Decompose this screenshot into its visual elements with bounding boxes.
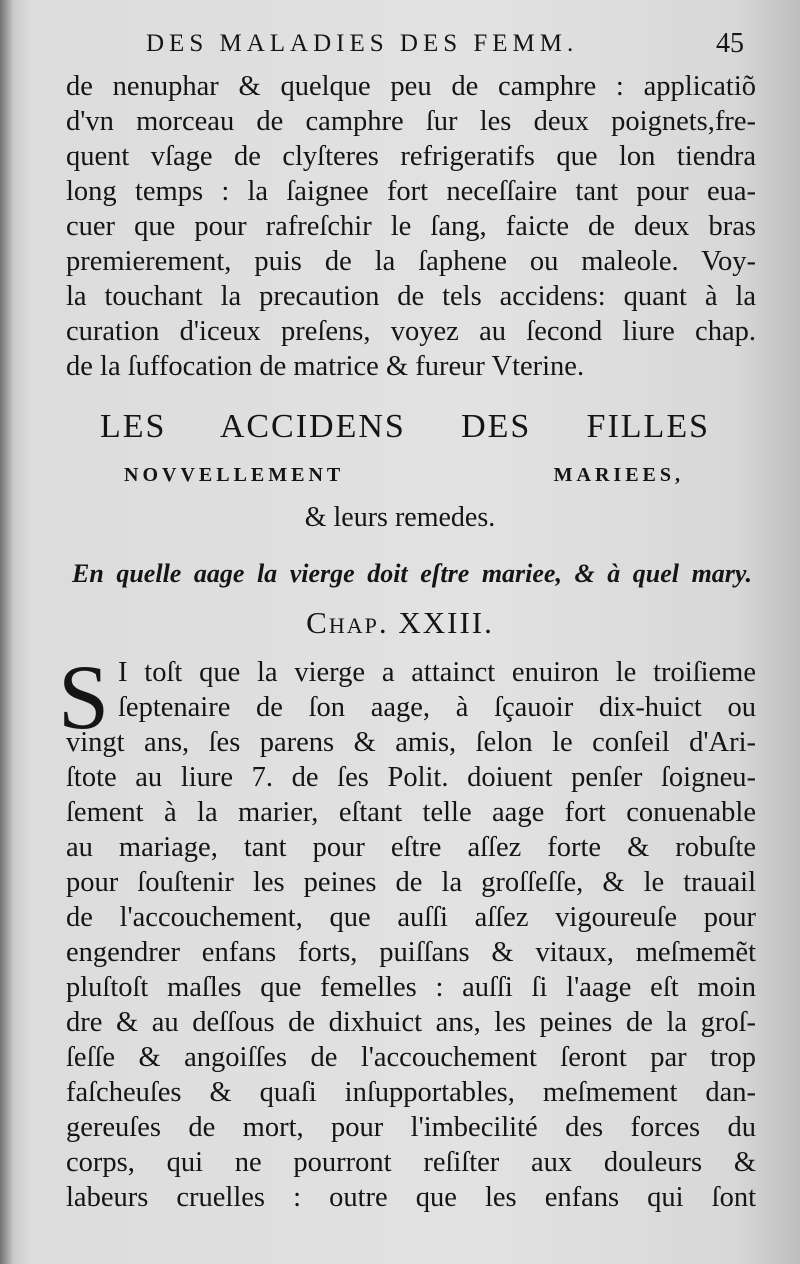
chapter-heading: Chap. XXIII. [306, 605, 494, 640]
text-line: vingt ans, ſes parens & amis, ſelon le conſeil d'Ari- [66, 727, 756, 758]
text-line: de l'accouchement, que auſſi aſſez vigoureuſe pour [66, 902, 756, 933]
text-line: ſement à la marier, eſtant telle aage fort conuenable [66, 797, 756, 828]
text-line: au mariage, tant pour eſtre aſſez forte & robuſte [66, 832, 756, 863]
text-line: curation d'iceux preſens, voyez au ſecond liure chap. [66, 316, 756, 347]
text-line: faſcheuſes & quaſi inſupportables, meſmement dan- [66, 1077, 756, 1108]
text-line: long temps : la ſaignee fort neceſſaire tant pour eua- [66, 176, 756, 207]
text-line: de nenuphar & quelque peu de camphre : applicatiõ [66, 71, 756, 102]
text-line: premierement, puis de la ſaphene ou maleole. Voy- [66, 246, 756, 277]
text-line: ſtote au liure 7. de ſes Polit. doiuent penſer ſoigneu- [66, 762, 756, 793]
text-line: ſeſſe & angoiſſes de l'accouchement ſeront par trop [66, 1042, 756, 1073]
section-title-line3: & leurs remedes. [304, 502, 496, 533]
text-line: ſeptenaire de ſon aage, à ſçauoir dix-huict ou [118, 692, 756, 723]
text-line: corps, qui ne pourront reſiſter aux douleurs & [66, 1147, 756, 1178]
text-line: quent vſage de clyſteres refrigeratifs que lon tiendra [66, 141, 756, 172]
text-line: pluſtoſt maſles que femelles : auſſi ſi l'aage eſt moin [66, 972, 756, 1003]
page-number: 45 [716, 28, 744, 59]
text-line: gereuſes de mort, pour l'imbecilité des forces du [66, 1112, 756, 1143]
text-line: I toſt que la vierge a attainct enuiron le troiſieme [118, 657, 756, 688]
text-line: cuer que pour rafreſchir le ſang, faicte de deux bras [66, 211, 756, 242]
text-line: d'vn morceau de camphre ſur les deux poignets,fre- [66, 106, 756, 137]
running-head: DES MALADIES DES FEMM. [146, 30, 579, 57]
section-title-line2: NOVVELLEMENT MARIEES, [124, 464, 684, 486]
chapter-subtitle: En quelle aage la vierge doit eſtre mariee, & à quel mary. [72, 559, 752, 588]
text-line: labeurs cruelles : outre que les enfans qui ſont [66, 1182, 756, 1213]
text-line: la touchant la precaution de tels accidens: quant à la [66, 281, 756, 312]
text-line: pour ſouſtenir les peines de la groſſeſſe, & le trauail [66, 867, 756, 898]
section-title: LES ACCIDENS DES FILLES [100, 408, 710, 445]
text-line: engendrer enfans forts, puiſſans & vitaux, meſmemẽt [66, 937, 756, 968]
text-line: dre & au deſſous de dixhuict ans, les peines de la groſ- [66, 1007, 756, 1038]
text-line: de la ſuffocation de matrice & fureur Vterine. [66, 351, 585, 382]
drop-cap: S [58, 646, 110, 748]
